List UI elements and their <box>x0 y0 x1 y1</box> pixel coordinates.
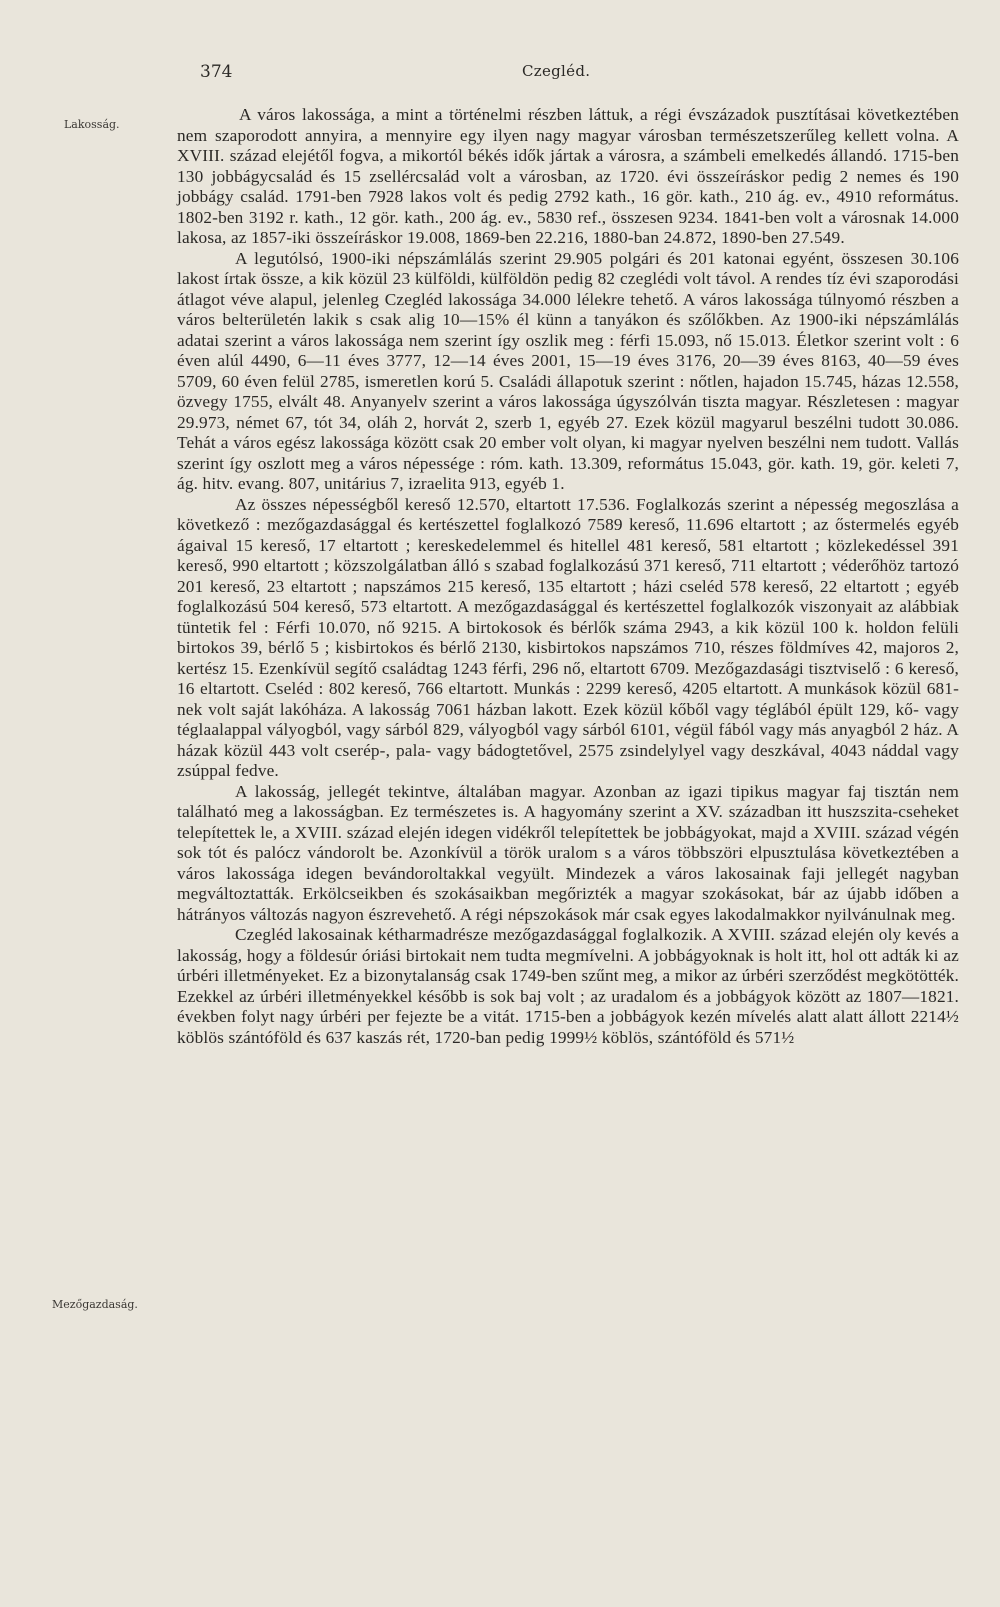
paragraph-agriculture: Czegléd lakosainak kétharmadrésze mezőgazdasággal foglalkozik. A XVIII. század elején oly kevés a lakosság, hogy a földesúr óriási birtokait nem tudta megmívelni. A jobbágyoknak is holt itt, hol ott adták ki az úrbéri illetményeket. Ez a bizonytalanság csak 1749-ben szűnt meg, a mikor az úrbéri szerződést megkötötték. Ezekkel az úrbéri illetményekkel később is sok baj volt ; az uradalom és a jobbágyok között az 1807—1821. években folyt nagy úrbéri per fejezte be a vitát. 1715-ben a jobbágyok kezén mívelés alatt alatt állott 2214½ köblös szántóföld és 637 kaszás rét, 1720-ban pedig 1999½ köblös, szántóföld és 571½ <box>177 925 959 1047</box>
page-number: 374 <box>200 62 233 82</box>
margin-note-lakossag: Lakosság. <box>64 118 120 131</box>
body-text <box>177 105 959 1048</box>
paragraph-character: A lakosság, jellegét tekintve, általában magyar. Azonban az igazi tipikus magyar faj tisztán nem található meg a lakosságban. Ez természetes is. A hagyomány szerint a XV. században itt huszszita-cseheket telepítettek le, a XVIII. század elején idegen vidékről telepítettek be jobbágyokat, majd a XVIII. század végén sok tót és palócz vándorolt be. Azonkívül a török uralom s a város többszöri elpusztulása következtében a város lakossága idegen bevándoroltakkal vegyült. Mindezek a város lakosainak faji jellegét nagyban megváltoztatták. Erkölcseikben és szokásaikban megőrizték a magyar szokásokat, bár az újabb időben a hátrányos változás nagyon észrevehető. A régi népszokások már csak egyes lakodalmakkor nyilvánulnak meg. <box>177 781 959 924</box>
paragraph-occupations: Az összes népességből kereső 12.570, eltartott 17.536. Foglalkozás szerint a népesség megoszlása a következő : mezőgazdasággal és kertészettel foglalkozó 7589 kereső, 11.696 eltartott ; az őstermelés egyéb ágaival 15 kereső, 17 eltartott ; kereskedelemmel és hitellel 481 kereső, 581 eltartott ; közlekedéssel 391 kereső, 990 eltartott ; közszolgálatban álló s szabad foglalkozású 371 kereső, 711 eltartott ; véderőhöz tartozó 201 kereső, 23 eltartott ; napszámos 215 kereső, 135 eltartott ; házi cseléd 578 kereső, 22 eltartott ; egyéb foglalkozású 504 kereső, 573 eltartott. A mezőgazdasággal és kertészettel foglalkozók viszonyait az alábbiak tüntetik fel : Férfi 10.070, nő 9215. A birtokosok és bérlők száma 2943, a kik közül 100 k. holdon felüli birtokos 39, bérlő 5 ; kisbirtokos és bérlő 2130, kisbirtokos napszámos 710, részes földmíves 42, majoros 2, kertész 15. Ezenkívül segítő családtag 1243 férfi, 296 nő, eltartott 6709. Mezőgazdasági tisztviselő : 6 kereső, 16 eltartott. Cseléd : 802 kereső, 766 eltartott. Munkás : 2299 kereső, 4205 eltartott. A munkások közül 681-nek volt saját lakóháza. A lakosság 7061 házban lakott. Ezek közül kőből vagy téglából épült 129, kő- vagy téglaalappal vályogból, vagy sárból 829, vályogból vagy sárból 6101, végül fából vagy más anyagból 2 ház. A házak közül 443 volt cserép-, pala- vagy bádogtetővel, 2575 zsindelylyel vagy deszkával, 4043 náddal vagy zsúppal fedve. <box>177 494 959 780</box>
margin-note-mezogazdasag: Mezőgazdaság. <box>52 1298 138 1311</box>
paragraph-census-1900: A legutólsó, 1900-iki népszámlálás szerint 29.905 polgári és 201 katonai egyént, összesen 30.106 lakost írtak össze, a kik közül 23 külföldi, külföldön pedig 82 czeglédi volt távol. A rendes tíz évi szaporodási átlagot véve alapul, jelenleg Czegléd lakossága 34.000 lélekre tehető. A város lakossága túlnyomó részben a város belterületén lakik s csak alig 10—15% él künn a tanyákon és szőlőkben. Az 1900-iki népszámlálás adatai szerint a város lakossága nem szerint így oszlik meg : férfi 15.093, nő 15.013. Életkor szerint volt : 6 éven alúl 4490, 6—11 éves 3777, 12—14 éves 2001, 15—19 éves 3176, 20—39 éves 8163, 40—59 éves 5709, 60 éven felül 2785, ismeretlen korú 5. Családi állapotuk szerint : nőtlen, hajadon 15.745, házas 12.558, özvegy 1755, elvált 48. Anyanyelv szerint a város lakossága úgyszólván tiszta magyar. Részletesen : magyar 29.973, német 67, tót 34, oláh 2, horvát 2, szerb 1, egyéb 27. Ezek közül magyarul beszélni tudott 30.086. Tehát a város egész lakossága között csak 20 ember volt olyan, ki magyar nyelven beszélni nem tudott. Vallás szerint így oszlott meg a város népessége : róm. kath. 13.309, református 15.043, gör. kath. 19, gör. keleti 7, ág. hitv. evang. 807, unitárius 7, izraelita 913, egyéb 1. <box>177 248 959 493</box>
paragraph-population-history: A város lakossága, a mint a történelmi részben láttuk, a régi évszázadok pusztításai következtében nem szaporodott annyira, a mennyire egy ilyen nagy magyar városban természetszerűleg kellett volna. A XVIII. század elejétől fogva, a mikortól békés idők jártak a városra, a számbeli emelkedés állandó. 1715-ben 130 jobbágycsalád és 15 zsellércsalád volt a városban, az 1720. évi összeíráskor pedig 2 nemes és 190 jobbágy család. 1791-ben 7928 lakos volt és pedig 2792 kath., 16 gör. kath., 210 ág. ev., 4910 református. 1802-ben 3192 r. kath., 12 gör. kath., 200 ág. ev., 5830 ref., összesen 9234. 1841-ben volt a városnak 14.000 lakosa, az 1857-iki összeíráskor 19.008, 1869-ben 22.216, 1880-ban 24.872, 1890-ben 27.549. <box>177 105 959 247</box>
page-header <box>0 62 1000 86</box>
running-title: Czegléd. <box>522 62 591 80</box>
